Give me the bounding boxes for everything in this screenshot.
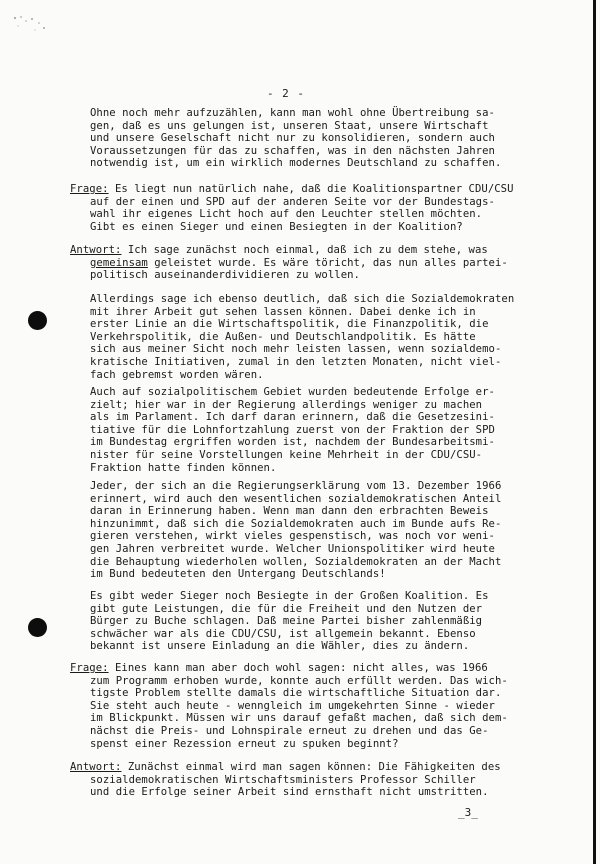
answer-label: Antwort: [70, 244, 122, 256]
next-page-indicator: _3_ [458, 806, 478, 819]
scan-speckle [12, 14, 52, 36]
emphasis-underline: gemeinsam [90, 256, 148, 269]
question-label: Frage: [70, 183, 109, 195]
answer-text: gemeinsam geleistet wurde. Es wäre töricht, das nun alles partei- politisch auseinanderdividieren zu wollen. [90, 256, 508, 282]
paragraph: Allerdings sage ich ebenso deutlich, daß sich die Sozialdemokraten mit ihrer Arbeit gut sehen lassen können. Dabei denke ich in erster Linie an die Wirtschaftspolitik, die Finanzpolitik, die Verkehrspolitik, die Außen- und Deutschlandpolitik. Es hätte sich aus meiner Sicht noch mehr leisten lassen, wenn sozialdemo- kratische Initiativen, zumal in den letzten Monaten, nicht viel- fach gebremst worden wären. [90, 293, 515, 381]
question-block: Frage: Eines kann man aber doch wohl sagen: nicht alles, was 1966 [70, 662, 488, 674]
answer-text: sozialdemokratischen Wirtschaftsministers Professor Schiller und die Erfolge seiner Arbeit sind ernsthaft nicht umstritten. [90, 773, 489, 799]
punch-hole [28, 311, 47, 330]
paragraph: Ohne noch mehr aufzuzählen, kann man wohl ohne Übertreibung sa- gen, daß es uns gelungen ist, unseren Staat, unsere Wirtschaft und unsere Geselschaft nicht nur zu konsolidieren, sondern auch Voraussetzungen für das zu schaffen, was in den nächsten Jahren notwendig ist, um ein wirklich modernes Deutschland zu schaffen. [90, 107, 502, 170]
question-text: zum Programm erhoben wurde, konnte auch erfüllt werden. Das wich- tigste Problem stellte damals die wirtschaftliche Situation dar. Sie steht auch heute - wenngleich im umgekehrten Sinne - wieder im Blickpunkt. Müssen wir uns darauf gefaßt machen, daß sich dem- nächst die Preis- und Lohnspirale erneut zu drehen und das Ge- spenst einer Rezession erneut zu spuken beginnt? [90, 674, 508, 750]
page-number: - 2 - [266, 87, 306, 100]
question-block: Frage: Es liegt nun natürlich nahe, daß die Koalitionspartner CDU/CSU [70, 183, 514, 195]
paragraph: Auch auf sozialpolitischem Gebiet wurden bedeutende Erfolge er- zielt; hier war in der Regierung allerdings weniger zu machen als im Parlament. Ich darf daran erinnern, daß die Gesetzesini- tiative für die Lohnfortzahlung zuerst von der Fraktion der SPD im Bundestag ergriffen worden ist, nachdem der Bundesarbeitsmi- nister für seine Vorstellungen keine Mehrheit in der CDU/CSU- Fraktion hatte finden können. [90, 386, 495, 474]
answer-block: Antwort: Ich sage zunächst noch einmal, daß ich zu dem stehe, was [70, 244, 488, 256]
paragraph: Jeder, der sich an die Regierungserklärung vom 13. Dezember 1966 erinnert, wird auch den wesentlichen sozialdemokratischen Anteil daran in Erinnerung haben. Wenn man dann den erbrachten Beweis hinzunimmt, daß sich die Sozialdemokraten auch im Bunde aufs Re- gieren verstehen, wirkt vieles gespenstisch, was noch vor weni- gen Jahren verbreitet wurde. Welcher Unionspolitiker wird heute die Behauptung wiederholen wollen, Sozialdemokraten an der Macht im Bund bedeuteten den Untergang Deutschlands! [90, 480, 502, 581]
answer-block: Antwort: Zunächst einmal wird man sagen können: Die Fähigkeiten des [70, 761, 501, 773]
punch-hole [28, 618, 47, 637]
question-text: auf der einen und SPD auf der anderen Seite vor der Bundestags- wahl ihr eigenes Licht hoch auf den Leuchter stellen möchten. Gibt es einen Sieger und einen Besiegten in der Koalition? [90, 195, 495, 233]
answer-label: Antwort: [70, 761, 122, 773]
paragraph: Es gibt weder Sieger noch Besiegte in der Großen Koalition. Es gibt gute Leistungen, die für die Freiheit und den Nutzen der Bürger zu Buche schlagen. Daß meine Partei bisher zahlenmäßig schwächer war als die CDU/CSU, ist allgemein bekannt. Ebenso bekannt ist unsere Einladung an die Wähler, dies zu ändern. [90, 590, 489, 653]
question-label: Frage: [70, 662, 109, 674]
scan-edge [593, 0, 596, 864]
